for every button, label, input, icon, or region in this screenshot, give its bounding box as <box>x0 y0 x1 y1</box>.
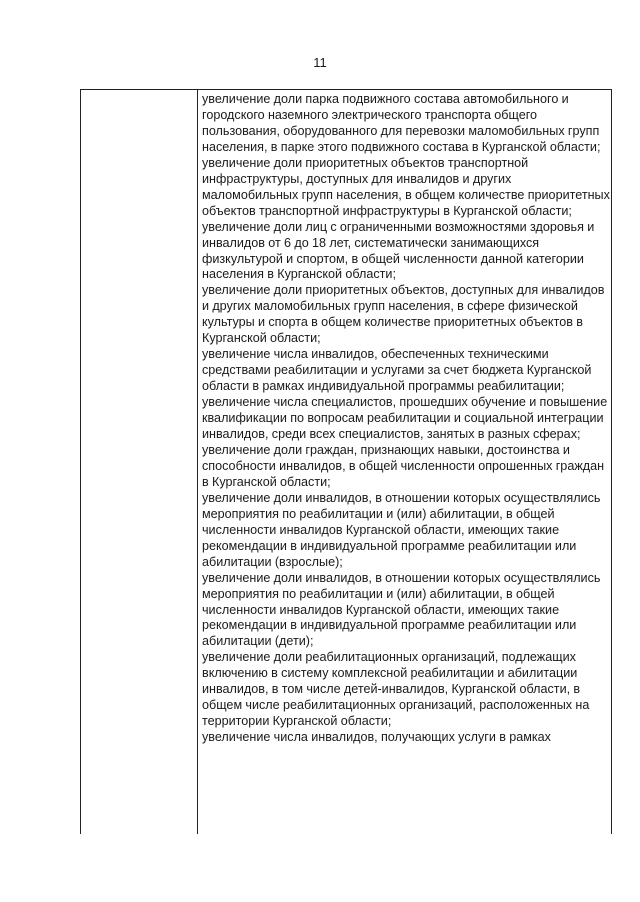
page-number: 11 <box>313 55 327 70</box>
list-item: увеличение доли приоритетных объектов, доступных для инвалидов и других маломобильных групп населения, в сфере физической культуры и спорта в общем количестве приоритетных объектов в Курганской области; <box>202 283 605 346</box>
list-item: увеличение числа инвалидов, получающих услуги в рамках <box>202 730 551 745</box>
list-item: увеличение числа инвалидов, обеспеченных техническими средствами реабилитации и услугами за счет бюджета Курганской области в рамках индивидуальной программы реабилитации; <box>202 347 592 394</box>
list-item: увеличение доли лиц с ограниченными возможностями здоровья и инвалидов от 6 до 18 лет, систематически занимающихся физкультурой и спортом, в общей численности данной категории населения в Курганской области; <box>202 219 595 282</box>
table-right-column <box>202 92 610 746</box>
list-item: увеличение доли граждан, признающих навыки, достоинства и способности инвалидов, в общей численности опрошенных граждан в Курганской области; <box>202 442 605 489</box>
list-item: увеличение доли инвалидов, в отношении которых осуществлялись мероприятия по реабилитации и (или) абилитации, в общей численности инвалидов Курганской области, имеющих такие рекомендации в индивидуальной программе реабилитации или абилитации (дети); <box>202 570 601 649</box>
table-left-column <box>81 90 198 834</box>
list-item: увеличение доли реабилитационных организаций, подлежащих включению в систему комплексной реабилитации и абилитации инвалидов, в том числе детей-инвалидов, Курганской области, в общем числе реабилитационных организаций, расположенных на территории Курганской области; <box>202 650 590 729</box>
list-item: увеличение доли парка подвижного состава автомобильного и городского наземного электрического транспорта общего пользования, оборудованного для перевозки маломобильных групп населения, в парке этого подвижного состава в Курганской области; <box>202 92 601 154</box>
list-item: увеличение доли инвалидов, в отношении которых осуществлялись мероприятия по реабилитации и (или) абилитации, в общей численности инвалидов Курганской области, имеющих такие рекомендации в индивидуальной программе реабилитации или абилитации (взрослые); <box>202 490 601 569</box>
list-item: увеличение числа специалистов, прошедших обучение и повышение квалификации по вопросам реабилитации и социальной интеграции инвалидов, среди всех специалистов, занятых в разных сферах; <box>202 395 608 442</box>
indicators-table <box>80 89 612 834</box>
list-item: увеличение доли приоритетных объектов транспортной инфраструктуры, доступных для инвалидов и других маломобильных групп населения, в общем количестве приоритетных объектов транспортной инфраструктуры в Курганской области; <box>202 155 610 218</box>
